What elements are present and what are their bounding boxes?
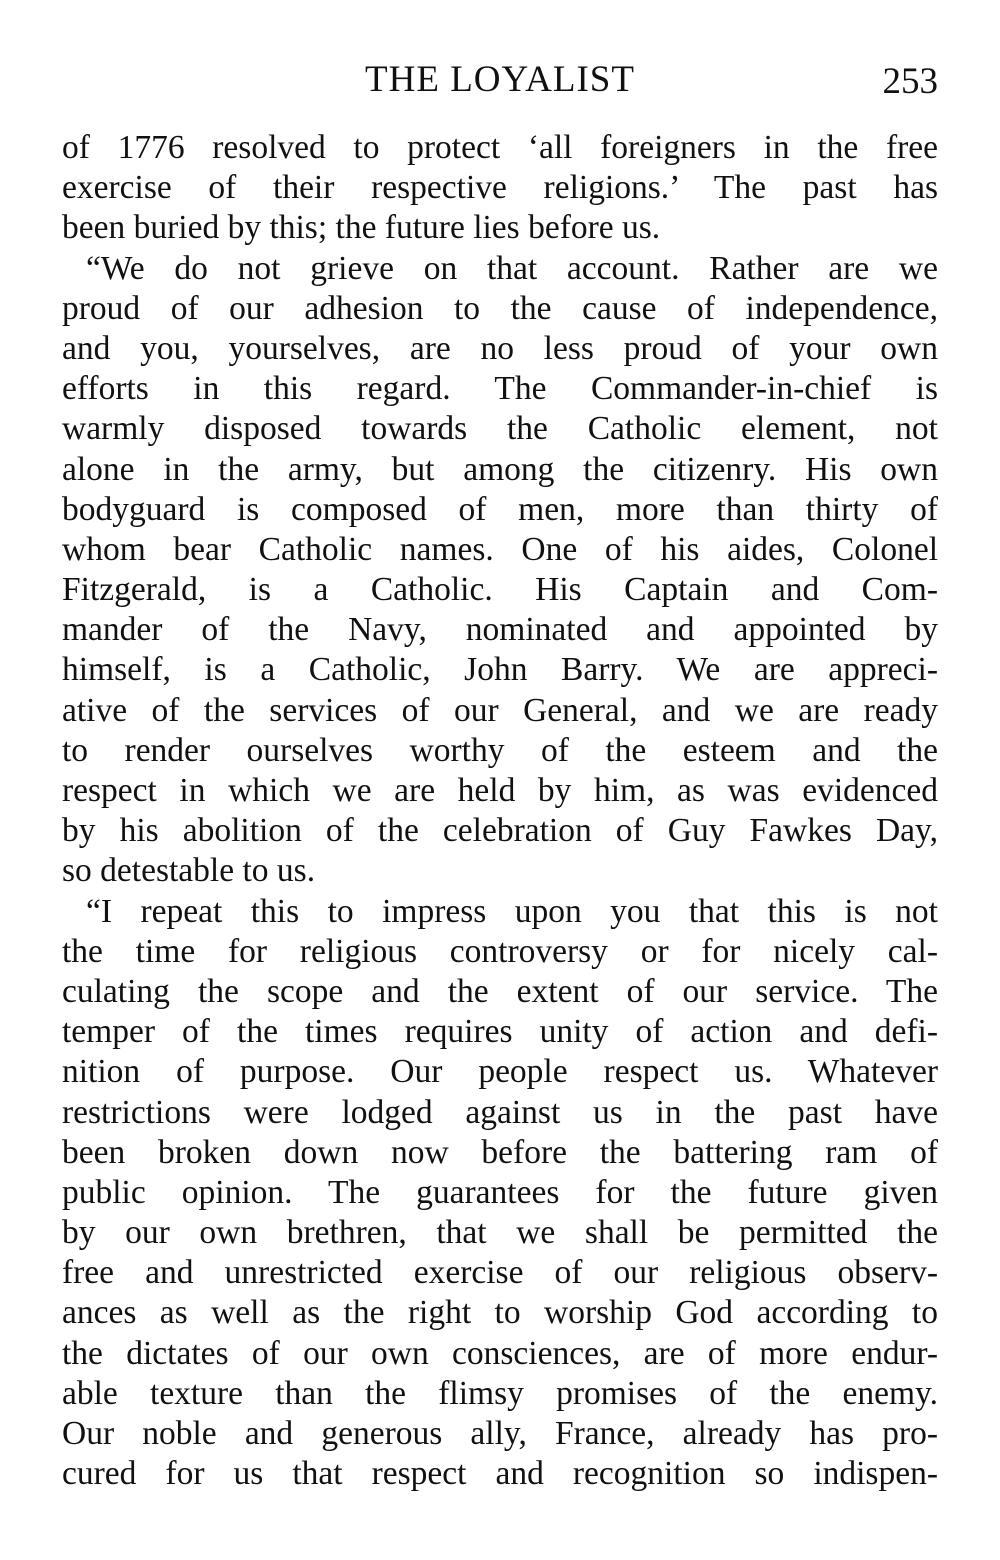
text-line: mander of the Navy, nominated and appointed by <box>62 611 938 649</box>
text-line: of 1776 resolved to protect ‘all foreigners in the free <box>62 129 938 166</box>
page-number: 253 <box>882 61 938 102</box>
text-line: efforts in this regard. The Commander-in-chief is <box>62 370 938 408</box>
text-line: respect in which we are held by him, as was evidenced <box>62 772 938 809</box>
text-line: Our noble and generous ally, France, already has pro- <box>62 1415 938 1452</box>
text-line: able texture than the flimsy promises of the enemy. <box>62 1374 938 1412</box>
text-line: nition of purpose. Our people respect us. Whatever <box>62 1053 938 1091</box>
text-line: been buried by this; the future lies before us. <box>62 209 661 247</box>
text-line: free and unrestricted exercise of our religious observ- <box>62 1254 938 1292</box>
text-line: proud of our adhesion to the cause of independence, <box>62 289 938 327</box>
text-line: whom bear Catholic names. One of his aides, Colonel <box>62 530 938 568</box>
text-line: bodyguard is composed of men, more than thirty of <box>62 490 938 528</box>
text-line: himself, is a Catholic, John Barry. We are appreci- <box>62 651 938 689</box>
text-line: “I repeat this to impress upon you that this is not <box>86 892 938 930</box>
text-line: the dictates of our own consciences, are of more endur- <box>62 1334 938 1372</box>
text-line: public opinion. The guarantees for the future given <box>62 1173 938 1211</box>
text-line: so detestable to us. <box>62 852 316 890</box>
text-line: temper of the times requires unity of action and defi- <box>62 1013 938 1051</box>
running-title: THE LOYALIST <box>365 59 635 100</box>
text-line: “We do not grieve on that account. Rather are we <box>86 249 938 287</box>
text-line: Fitzgerald, is a Catholic. His Captain and Com- <box>62 571 938 609</box>
running-head <box>62 58 938 110</box>
body-text <box>62 128 938 1494</box>
text-line: by his abolition of the celebration of Guy Fawkes Day, <box>62 812 938 850</box>
text-line: to render ourselves worthy of the esteem and the <box>62 731 938 769</box>
text-line: the time for religious controversy or for nicely cal- <box>62 932 938 970</box>
text-line: warmly disposed towards the Catholic element, not <box>62 410 938 448</box>
text-line: cured for us that respect and recognition so indispen- <box>62 1455 938 1493</box>
text-line: exercise of their respective religions.’ The past has <box>62 169 938 207</box>
book-page <box>62 58 938 1494</box>
text-line: ances as well as the right to worship God according to <box>62 1294 938 1332</box>
text-line: restrictions were lodged against us in the past have <box>62 1093 938 1131</box>
text-line: been broken down now before the battering ram of <box>62 1133 938 1171</box>
text-line: and you, yourselves, are no less proud of your own <box>62 329 938 367</box>
text-line: by our own brethren, that we shall be permitted the <box>62 1214 938 1252</box>
text-line: culating the scope and the extent of our service. The <box>62 972 938 1010</box>
text-line: alone in the army, but among the citizenry. His own <box>62 450 938 488</box>
text-line: ative of the services of our General, and we are ready <box>62 691 938 729</box>
